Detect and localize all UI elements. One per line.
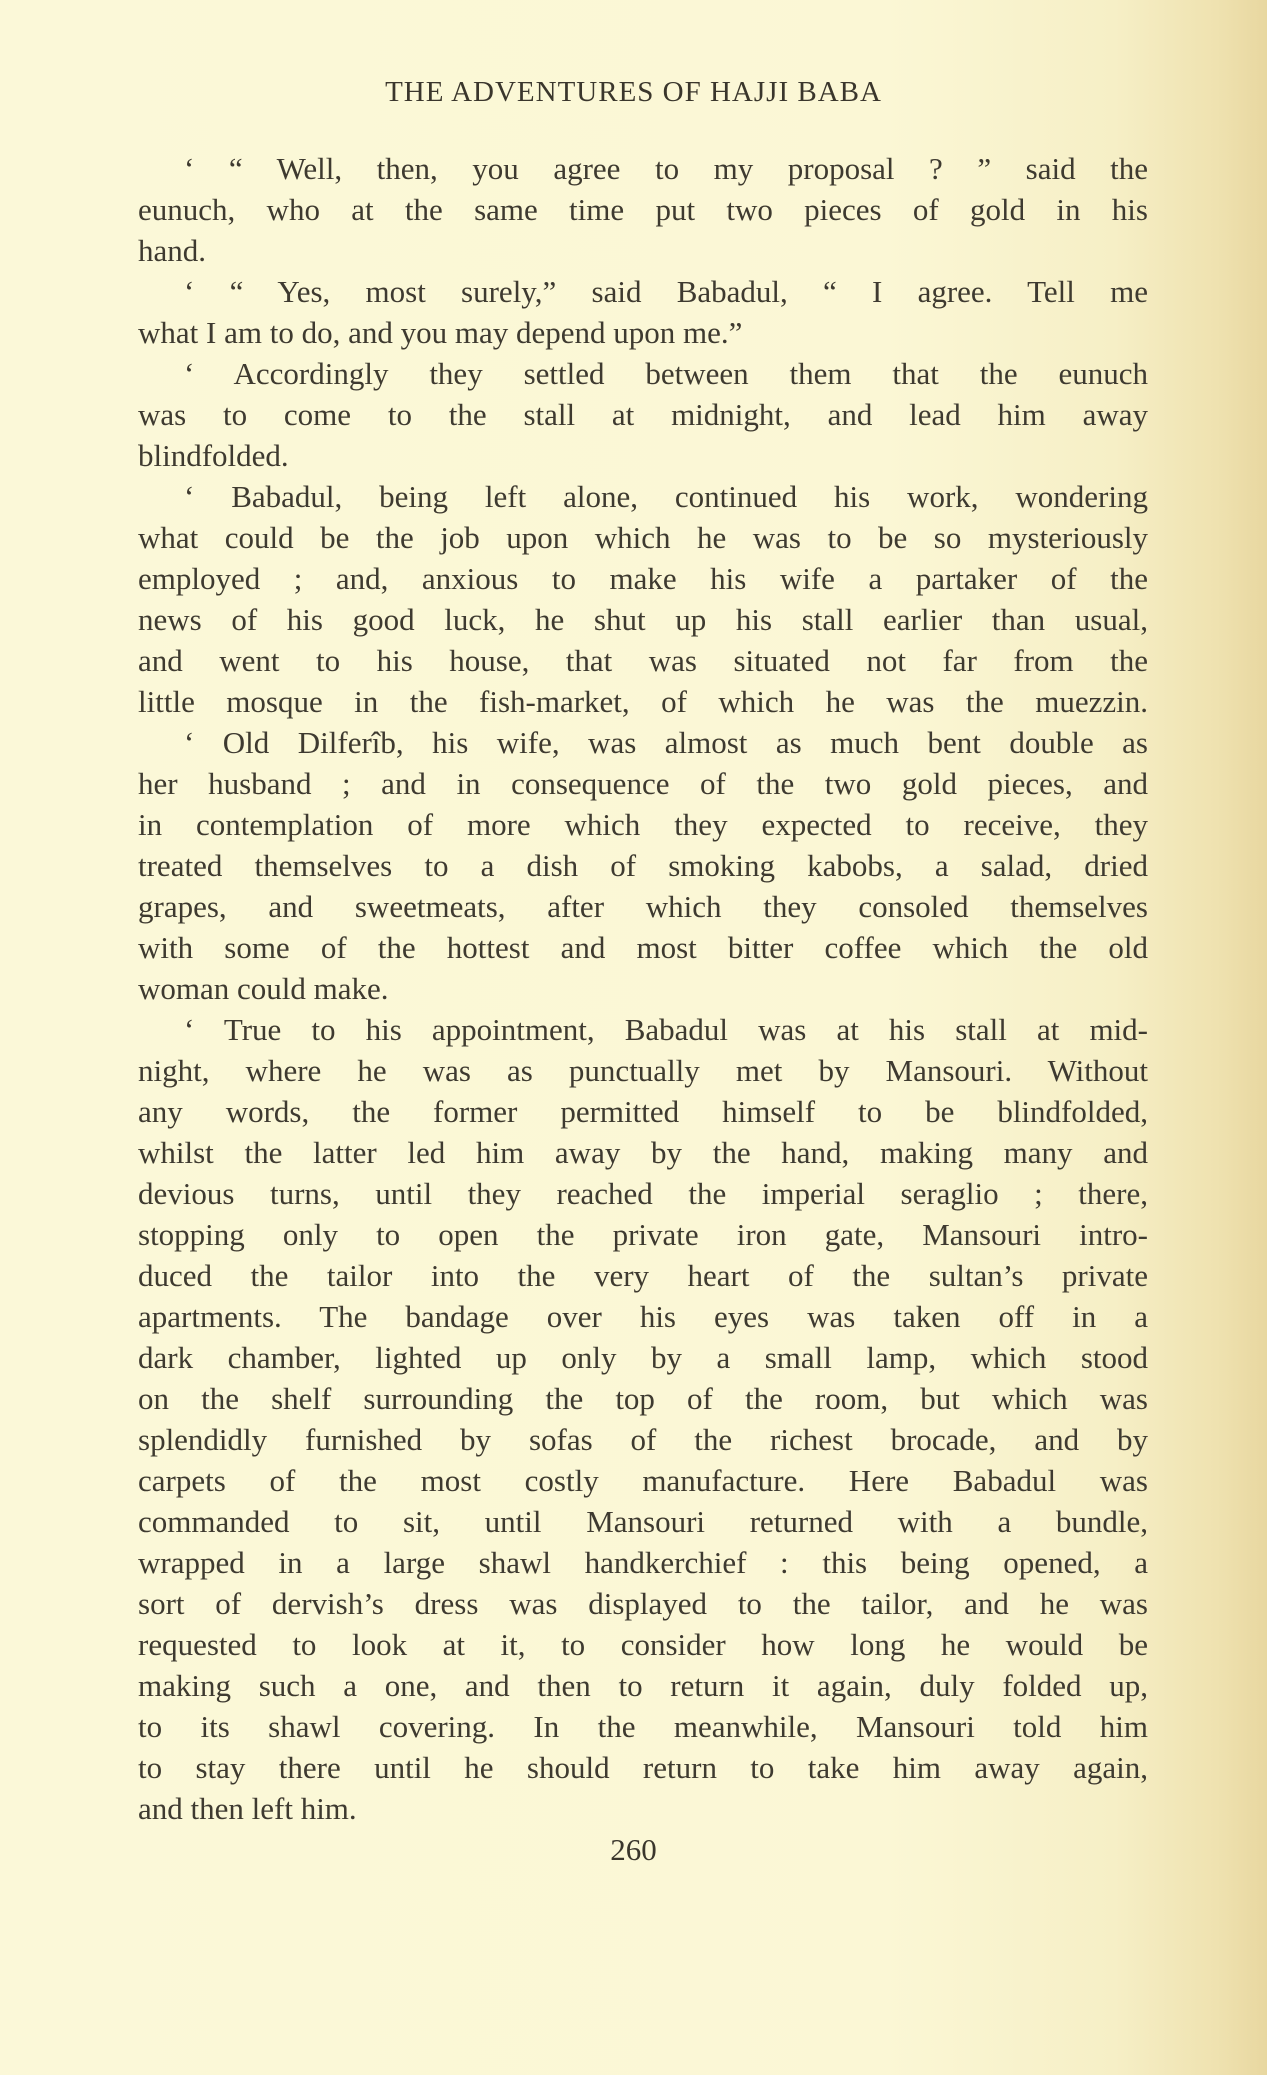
text-line: stopping only to open the private iron gate, Mansouri intro- (138, 1217, 1148, 1252)
text-line: was to come to the stall at midnight, and lead him away (138, 397, 1148, 432)
text-line: night, where he was as punctually met by Mansouri. Without (138, 1053, 1148, 1088)
text-line: sort of dervish’s dress was displayed to the tailor, and he was (138, 1586, 1148, 1621)
text-line: what I am to do, and you may depend upon me.” (138, 315, 743, 350)
text-line: making such a one, and then to return it again, duly folded up, (138, 1668, 1148, 1703)
text-line: news of his good luck, he shut up his stall earlier than usual, (138, 602, 1148, 637)
text-line: in contemplation of more which they expected to receive, they (138, 807, 1148, 842)
text-line: ‘ Accordingly they settled between them that the eunuch (184, 356, 1148, 391)
text-line: hand. (138, 233, 207, 268)
text-line: requested to look at it, to consider how long he would be (138, 1627, 1148, 1662)
text-line: carpets of the most costly manufacture. Here Babadul was (138, 1463, 1148, 1498)
text-line: eunuch, who at the same time put two pieces of gold in his (138, 192, 1148, 227)
text-line: ‘ “ Yes, most surely,” said Babadul, “ I agree. Tell me (184, 274, 1148, 309)
text-line: apartments. The bandage over his eyes was taken off in a (138, 1299, 1148, 1334)
text-line: employed ; and, anxious to make his wife a partaker of the (138, 561, 1148, 596)
text-line: to stay there until he should return to take him away again, (138, 1750, 1148, 1785)
text-line: with some of the hottest and most bitter coffee which the old (138, 930, 1148, 965)
text-line: any words, the former permitted himself to be blindfolded, (138, 1094, 1148, 1129)
text-line: treated themselves to a dish of smoking kabobs, a salad, dried (138, 848, 1148, 883)
text-line: and then left him. (138, 1791, 357, 1826)
text-line: duced the tailor into the very heart of the sultan’s private (138, 1258, 1148, 1293)
text-line: blindfolded. (138, 438, 289, 473)
text-line: little mosque in the fish-market, of which he was the muezzin. (138, 684, 1148, 719)
body-text (138, 148, 1148, 1829)
running-head: THE ADVENTURES OF HAJJI BABA (385, 76, 882, 108)
text-line: on the shelf surrounding the top of the room, but which was (138, 1381, 1148, 1416)
text-line: dark chamber, lighted up only by a small lamp, which stood (138, 1340, 1148, 1375)
text-line: ‘ Babadul, being left alone, continued his work, wondering (184, 479, 1148, 514)
text-line: grapes, and sweetmeats, after which they consoled themselves (138, 889, 1148, 924)
text-line: her husband ; and in consequence of the two gold pieces, and (138, 766, 1148, 801)
text-line: devious turns, until they reached the imperial seraglio ; there, (138, 1176, 1148, 1211)
text-line: splendidly furnished by sofas of the richest brocade, and by (138, 1422, 1148, 1457)
text-line: wrapped in a large shawl handkerchief : this being opened, a (138, 1545, 1148, 1580)
text-line: whilst the latter led him away by the hand, making many and (138, 1135, 1148, 1170)
text-line: woman could make. (138, 971, 389, 1006)
text-line: commanded to sit, until Mansouri returned with a bundle, (138, 1504, 1148, 1539)
text-line: what could be the job upon which he was to be so mysteriously (138, 520, 1148, 555)
text-line: ‘ True to his appointment, Babadul was at his stall at mid- (184, 1012, 1148, 1047)
text-line: and went to his house, that was situated not far from the (138, 643, 1148, 678)
text-line: ‘ Old Dilferîb, his wife, was almost as much bent double as (184, 725, 1148, 760)
text-line: to its shawl covering. In the meanwhile, Mansouri told him (138, 1709, 1148, 1744)
text-line: ‘ “ Well, then, you agree to my proposal ? ” said the (184, 151, 1148, 186)
page-number: 260 (610, 1832, 657, 1867)
